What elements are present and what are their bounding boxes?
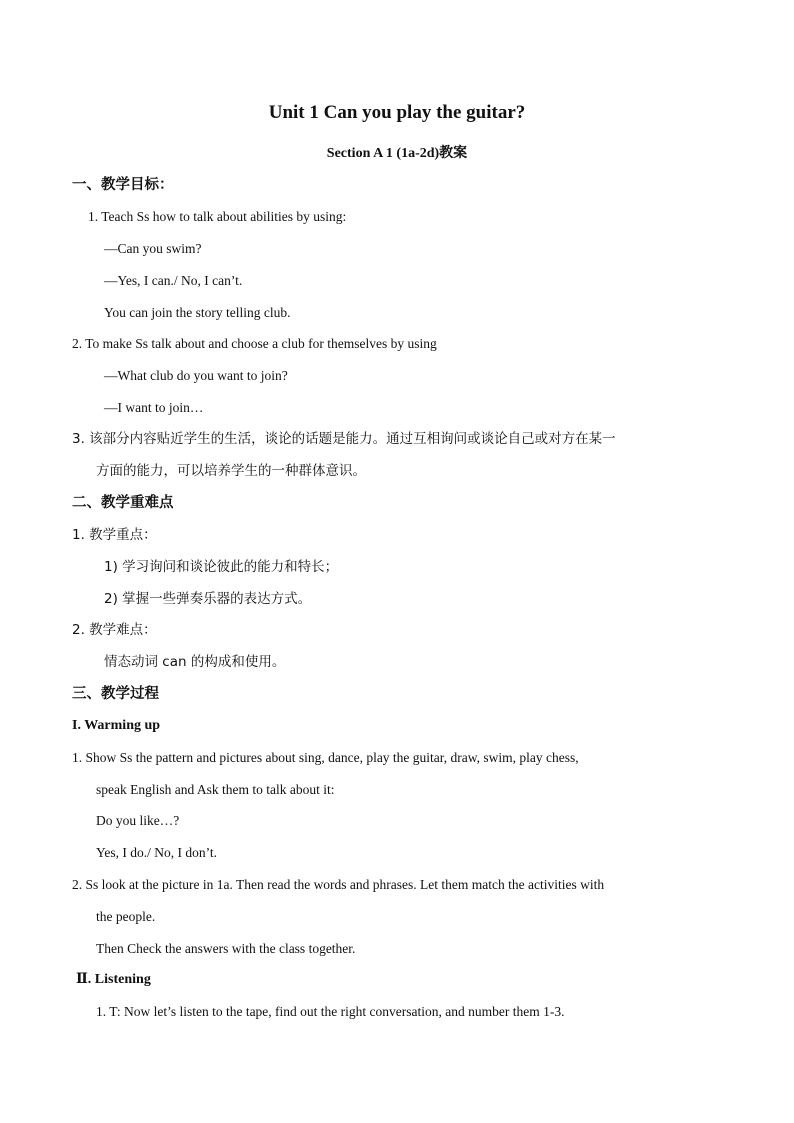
- warming-step-2-line-3: Then Check the answers with the class together.: [96, 941, 356, 956]
- key-point-2: 2) 掌握一些弹奏乐器的表达方式。: [104, 591, 312, 607]
- objective-2-line-2: —I want to join…: [104, 400, 204, 415]
- warming-step-1: 1. Show Ss the pattern and pictures about sing, dance, play the guitar, draw, swim, play chess,: [72, 750, 579, 765]
- objective-1: 1. Teach Ss how to talk about abilities by using:: [88, 209, 347, 224]
- difficulty-1: 情态动词 can 的构成和使用。: [104, 654, 286, 670]
- key-point-1: 1) 学习询问和谈论彼此的能力和特长；: [104, 559, 339, 575]
- objective-1-line-3: You can join the story telling club.: [104, 305, 291, 320]
- section2-heading: 二、教学重难点: [72, 495, 174, 511]
- doc-subtitle: Section A 1 (1a-2d)教案: [326, 146, 468, 161]
- difficulty-heading: 2. 教学难点：: [72, 622, 157, 638]
- listening-step-1: 1. T: Now let’s listen to the tape, find out the right conversation, and number them 1-3.: [96, 1004, 565, 1019]
- warming-up-heading: I. Warming up: [72, 718, 161, 733]
- objective-2-line-1: —What club do you want to join?: [104, 368, 288, 383]
- key-points-heading: 1. 教学重点：: [72, 527, 157, 543]
- warming-step-2-line-2: the people.: [96, 909, 156, 924]
- warming-step-2: 2. Ss look at the picture in 1a. Then read the words and phrases. Let them match the activities with: [72, 877, 605, 892]
- objective-1-line-2: —Yes, I can./ No, I can’t.: [104, 273, 243, 288]
- objective-2: 2. To make Ss talk about and choose a club for themselves by using: [72, 336, 437, 351]
- section3-heading: 三、教学过程: [72, 686, 159, 702]
- section1-heading: 一、教学目标：: [72, 177, 174, 193]
- doc-title: Unit 1 Can you play the guitar?: [268, 102, 526, 123]
- objective-1-line-1: —Can you swim?: [104, 241, 202, 256]
- objective-3-line-1: 3. 该部分内容贴近学生的生活，谈论的话题是能力。通过互相询问或谈论自己或对方在某一: [72, 431, 616, 447]
- objective-3-line-2: 方面的能力，可以培养学生的一种群体意识。: [96, 463, 366, 479]
- warming-step-1-line-2: speak English and Ask them to talk about it:: [96, 782, 335, 797]
- warming-step-1-line-4: Yes, I do./ No, I don’t.: [96, 845, 218, 860]
- listening-heading: Ⅱ. Listening: [76, 972, 151, 987]
- warming-step-1-line-3: Do you like…?: [96, 813, 180, 828]
